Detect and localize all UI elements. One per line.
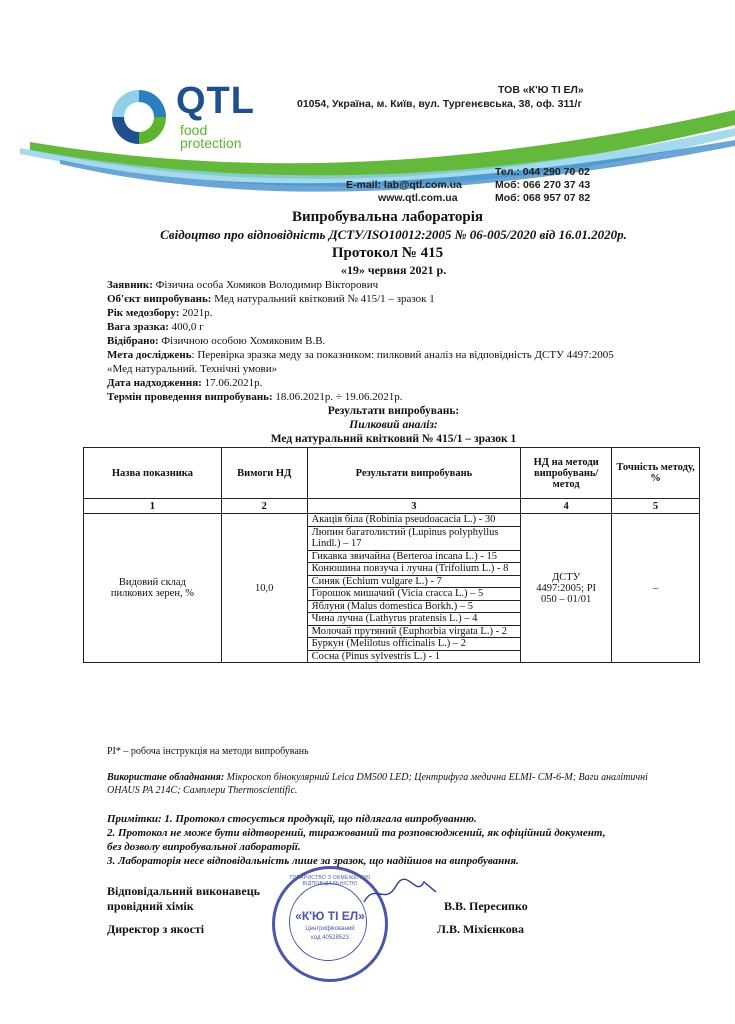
th-accuracy: Точність методу, % [612,448,700,499]
table-number-row [84,499,700,514]
equipment-block [107,771,677,797]
results-subtitle: Пилковий аналіз: [349,419,438,431]
field-purpose-cont: «Мед натуральний. Технічні умови» [107,363,278,375]
field-test-period: Термін проведення випробувань: 18.06.2021р. ÷ 19.06.2021р. [107,391,403,403]
responsible-title-1: Відповідальний виконавець [107,884,260,898]
th-method: НД на методи випробувань/ метод [521,448,612,499]
pollen-item: Молочай прутяний (Euphorbia virgata L.) - 2 [308,625,521,638]
stamp-code: код 40528523 [311,935,349,941]
results-sample: Мед натуральний квітковий № 415/1 – зразок 1 [270,433,517,445]
results-table [83,447,700,663]
results-title: Результати випробувань: [327,405,460,417]
th-results: Результати випробувань [307,448,521,499]
note-line: 2. Протокол не може бути відтворений, тиражований та розповсюджений, як офіційний документ, [107,827,606,839]
note-line: без дозволу випробувальної лабораторії. [107,841,301,853]
table-header-row [84,448,700,499]
note-line: 3. Лабораторія несе відповідальність лише за зразок, що надійшов на випробування. [107,855,519,867]
indicator-cell: Видовий склад пилкових зерен, % [84,514,222,663]
company-name: ТОВ «К'Ю ТІ ЕЛ» [498,84,584,96]
field-harvest-year: Рік медозбору: 2021р. [107,307,213,319]
signature-scribble [360,872,440,912]
qtl-logo-icon [108,86,170,148]
stamp-center-text: «К'Ю ТІ ЕЛ» [295,909,365,923]
lab-title: Випробувальна лабораторія [291,209,483,225]
pollen-item: Гикавка звичайна (Berteroa incana L.) - 15 [308,550,521,563]
requirement-cell: 10,0 [221,514,307,663]
field-sample-weight: Вага зразка: 400,0 г [107,321,204,333]
th-requirement: Вимоги НД [221,448,307,499]
pollen-item: Буркун (Melilotus officinalis L.) – 2 [308,638,521,651]
accuracy-cell: – [612,514,700,663]
protocol-title: Протокол № 415 [331,245,444,261]
note-line: Примітки: 1. Протокол стосується продукції, що підлягала випробуванню. [107,813,477,825]
col-number: 5 [612,499,700,514]
col-number: 4 [521,499,612,514]
pollen-item: Конюшина повзуча і лучна (Trifolium L.) - 8 [308,563,521,576]
director-name: Л.В. Міхієнкова [437,922,524,936]
pollen-item: Чина лучна (Lathyrus pratensis L.) – 4 [308,613,521,626]
field-received-date: Дата надходження: 17.06.2021р. [107,377,263,389]
director-title: Директор з якості [107,922,205,936]
company-address: 01054, Україна, м. Київ, вул. Тургенєвська, 38, оф. 311/г [297,98,582,110]
responsible-title-2: провідний хімік [107,899,194,913]
certificate-line: Свідоцтво про відповідність ДСТУ/ISO10012:2005 № 06-005/2020 від 16.01.2020р. [160,227,627,242]
equipment-label: Використане обладнання: [107,772,225,783]
logo-sub1: food [180,122,208,138]
footnote: РІ* – робоча інструкція на методи випробувань [107,746,309,757]
field-purpose: Мета досліджень: Перевірка зразка меду за показником: пилковий аналіз на відповідність ДСТУ 4497:2005 [107,349,614,361]
field-applicant: Заявник: Фізична особа Хомяков Володимир Вікторович [107,279,379,291]
field-sampled-by: Відібрано: Фізичною особою Хомяковим В.В. [107,335,326,347]
th-indicator: Назва показника [84,448,222,499]
stamp-lab-text: Центрифікований [305,926,355,932]
pollen-item: Горошок мишачий (Vicia cracca L.) – 5 [308,588,521,601]
stamp-ring-text: ТОВАРИСТВО З ОБМЕЖЕНОЮ ВІДПОВІДАЛЬНІСТЮ [289,875,371,887]
pollen-item: Люпин багатолистий (Lupinus polyphyllus Lindl.) – 17 [308,526,521,550]
pollen-item: Синяк (Echium vulgare L.) - 7 [308,575,521,588]
fields-block [107,278,717,404]
col-number: 1 [84,499,222,514]
table-row [84,514,700,663]
pollen-item: Яблуня (Malus domestica Borkh.) – 5 [308,600,521,613]
results-cell [307,514,521,663]
logo-name: QTL [176,80,255,122]
col-number: 3 [307,499,521,514]
responsible-name: В.В. Пересипко [444,899,528,913]
protocol-date: «19» червня 2021 р. [340,263,447,277]
pollen-item: Акація біла (Robinia pseudoacacia L.) - 30 [308,514,521,526]
method-cell: ДСТУ 4497:2005; РІ 050 – 01/01 [521,514,612,663]
logo-sub2: protection [180,135,242,151]
field-object: Об'єкт випробувань: Мед натуральний квітковий № 415/1 – зразок 1 [107,293,435,305]
mobile-1: Моб: 066 270 37 43 [495,179,591,191]
mobile-2: Моб: 068 957 07 82 [495,192,591,204]
col-number: 2 [221,499,307,514]
notes-block [107,812,707,868]
email: E-mail: lab@qtl.com.ua [346,179,462,191]
website: www.qtl.com.ua [378,192,458,204]
header [0,0,735,210]
phone: Тел.: 044 290 70 02 [495,166,590,178]
pollen-item: Сосна (Pinus sylvestris L.) - 1 [308,650,521,662]
equipment-text: Мікроскоп бінокулярний Leica DM500 LED; Центрифуга медична ELMI- CM-6-M; Ваги аналітичні OHAUS PA 214C; Самплери Thermoscientific. [107,772,648,796]
